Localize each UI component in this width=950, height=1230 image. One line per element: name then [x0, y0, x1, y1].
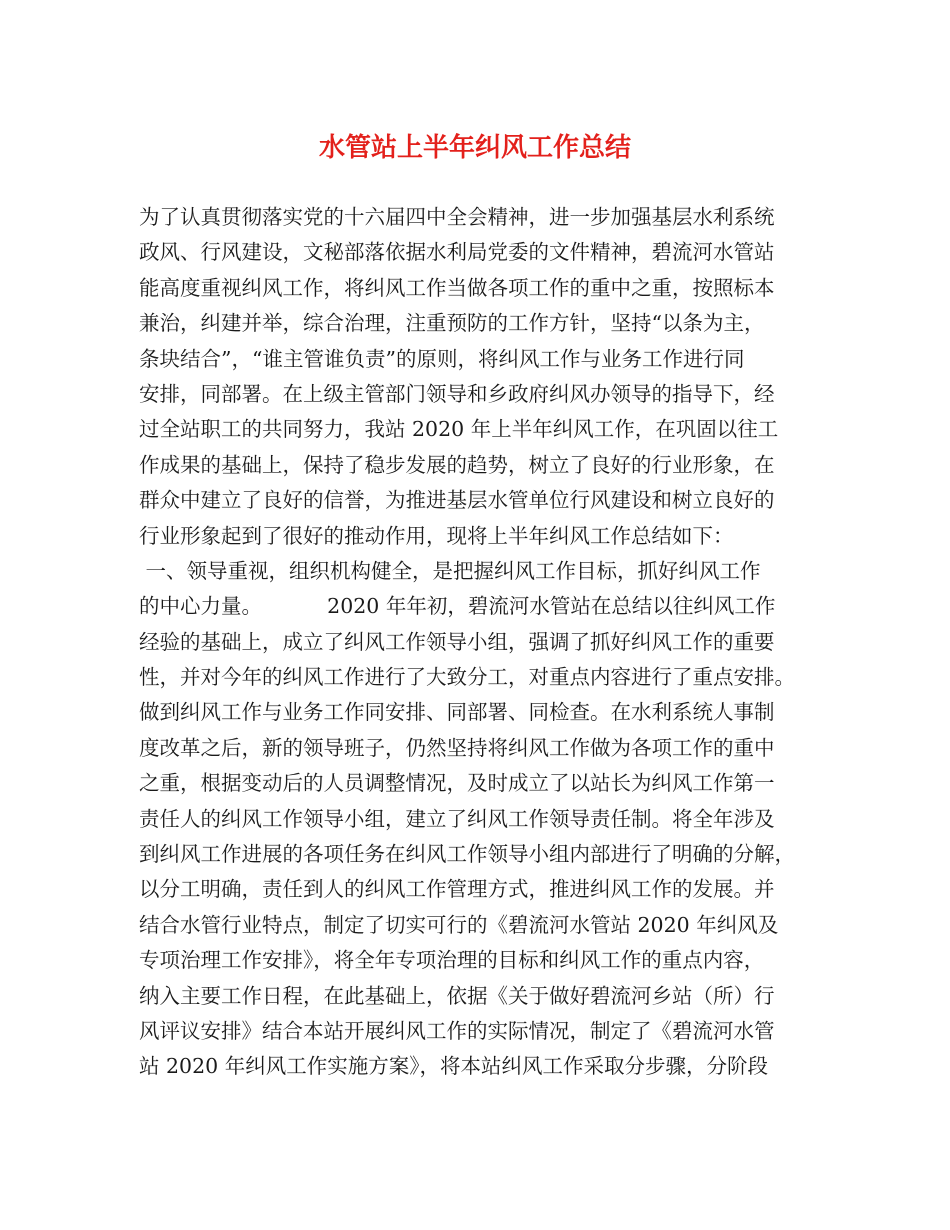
body-line: 度改革之后，新的领导班子，仍然坚持将纠风工作做为各项工作的重中: [139, 735, 775, 760]
body-line: 专项治理工作安排》，将全年专项治理的目标和纠风工作的重点内容，: [139, 948, 765, 973]
body-line: 安排，同部署。在上级主管部门领导和乡政府纠风办领导的指导下，经: [139, 381, 775, 406]
body-line: 过全站职工的共同努力，我站 2020 年上半年纠风工作，在巩固以往工: [139, 417, 779, 442]
document-body: [139, 200, 829, 1085]
body-line: 之重，根据变动后的人员调整情况，及时成立了以站长为纠风工作第一: [139, 771, 775, 796]
body-line: 群众中建立了良好的信誉，为推进基层水管单位行风建设和树立良好的: [139, 488, 775, 513]
body-line: 作成果的基础上，保持了稳步发展的趋势，树立了良好的行业形象，在: [139, 452, 775, 477]
document-title: 水管站上半年纠风工作总结: [318, 133, 631, 163]
body-line: 兼治，纠建并举，综合治理，注重预防的工作方针，坚持“以条为主，: [139, 311, 765, 336]
body-line: 站 2020 年纠风工作实施方案》，将本站纠风工作采取分步骤，分阶段: [139, 1054, 768, 1079]
body-line: 的中心力量。 2020 年年初，碧流河水管站在总结以往纠风工作: [139, 594, 776, 619]
body-line: 能高度重视纠风工作，将纠风工作当做各项工作的重中之重，按照标本: [139, 275, 775, 300]
section-heading-line: 一、领导重视，组织机构健全，是把握纠风工作目标，抓好纠风工作: [139, 558, 761, 583]
body-line: 为了认真贯彻落实党的十六届四中全会精神，进一步加强基层水利系统: [139, 205, 775, 229]
body-line: 性，并对今年的纠风工作进行了大致分工，对重点内容进行了重点安排。: [139, 665, 795, 690]
body-line: 经验的基础上，成立了纠风工作领导小组，强调了抓好纠风工作的重要: [139, 629, 775, 654]
body-line: 条块结合”，“谁主管谁负责”的原则，将纠风工作与业务工作进行同: [139, 346, 745, 371]
body-line: 纳入主要工作日程，在此基础上，依据《关于做好碧流河乡站（所）行: [139, 983, 775, 1008]
body-line: 到纠风工作进展的各项任务在纠风工作领导小组内部进行了明确的分解，: [139, 842, 795, 867]
body-line: 以分工明确，责任到人的纠风工作管理方式，推进纠风工作的发展。并: [139, 877, 775, 902]
body-line: 政风、行风建设，文秘部落依据水利局党委的文件精神，碧流河水管站: [139, 240, 775, 265]
body-line: 风评议安排》结合本站开展纠风工作的实际情况，制定了《碧流河水管: [139, 1018, 775, 1043]
body-line: 行业形象起到了很好的推动作用，现将上半年纠风工作总结如下：: [139, 523, 734, 548]
body-line: 结合水管行业特点，制定了切实可行的《碧流河水管站 2020 年纠风及: [139, 912, 779, 937]
body-line: 做到纠风工作与业务工作同安排、同部署、同检查。在水利系统人事制: [139, 700, 775, 725]
body-line: 责任人的纠风工作领导小组，建立了纠风工作领导责任制。将全年涉及: [139, 806, 775, 831]
